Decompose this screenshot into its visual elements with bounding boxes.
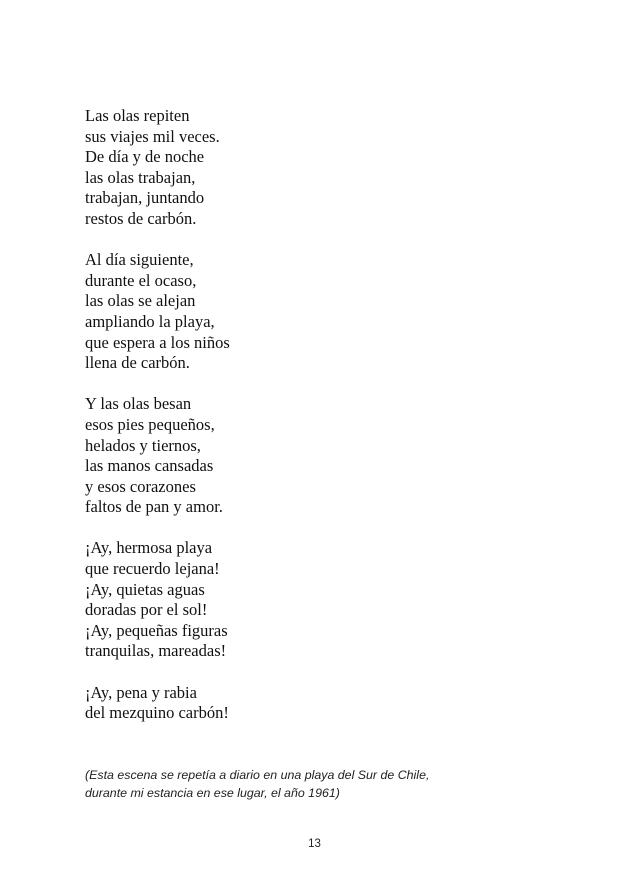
poem-line: las olas se alejan: [85, 291, 196, 311]
poem-line: ¡Ay, pequeñas figuras: [85, 620, 228, 640]
poem-line: las olas trabajan,: [85, 167, 196, 187]
poem-line: ¡Ay, pena y rabia: [85, 682, 197, 702]
footnote-line: (Esta escena se repetía a diario en una playa del Sur de Chile,: [85, 768, 430, 782]
poem-line: Las olas repiten: [85, 106, 190, 125]
poem-line: sus viajes mil veces.: [85, 126, 220, 146]
poem-line: durante el ocaso,: [85, 270, 197, 290]
poem-line: tranquilas, mareadas!: [85, 641, 227, 661]
stanza-2: [85, 250, 545, 374]
poem-line: ampliando la playa,: [85, 311, 215, 331]
page-number: 13: [308, 838, 321, 850]
poem-line: las manos cansadas: [85, 456, 214, 476]
poem: [85, 106, 545, 744]
poem-line: y esos corazones: [85, 476, 196, 496]
footnote-line: durante mi estancia en ese lugar, el año 1961): [85, 785, 340, 800]
poem-line: del mezquino carbón!: [85, 703, 229, 723]
poem-line: helados y tiernos,: [85, 435, 201, 455]
poem-line: doradas por el sol!: [85, 600, 208, 620]
poem-line: restos de carbón.: [85, 208, 197, 228]
poem-line: Al día siguiente,: [85, 250, 194, 270]
poem-line: De día y de noche: [85, 147, 205, 167]
poem-line: Y las olas besan: [85, 394, 192, 414]
stanza-3: [85, 394, 545, 518]
poem-line: llena de carbón.: [85, 353, 190, 373]
poem-line: trabajan, juntando: [85, 188, 205, 208]
poem-line: ¡Ay, hermosa playa: [85, 538, 213, 558]
stanza-5: [85, 683, 545, 724]
poem-line: que espera a los niños: [85, 332, 230, 352]
poem-line: esos pies pequeños,: [85, 414, 215, 434]
stanza-1: [85, 106, 545, 230]
footnote: [85, 767, 585, 802]
stanza-4: [85, 538, 545, 662]
poem-line: que recuerdo lejana!: [85, 559, 220, 579]
poem-line: faltos de pan y amor.: [85, 497, 223, 517]
poem-line: ¡Ay, quietas aguas: [85, 579, 205, 599]
